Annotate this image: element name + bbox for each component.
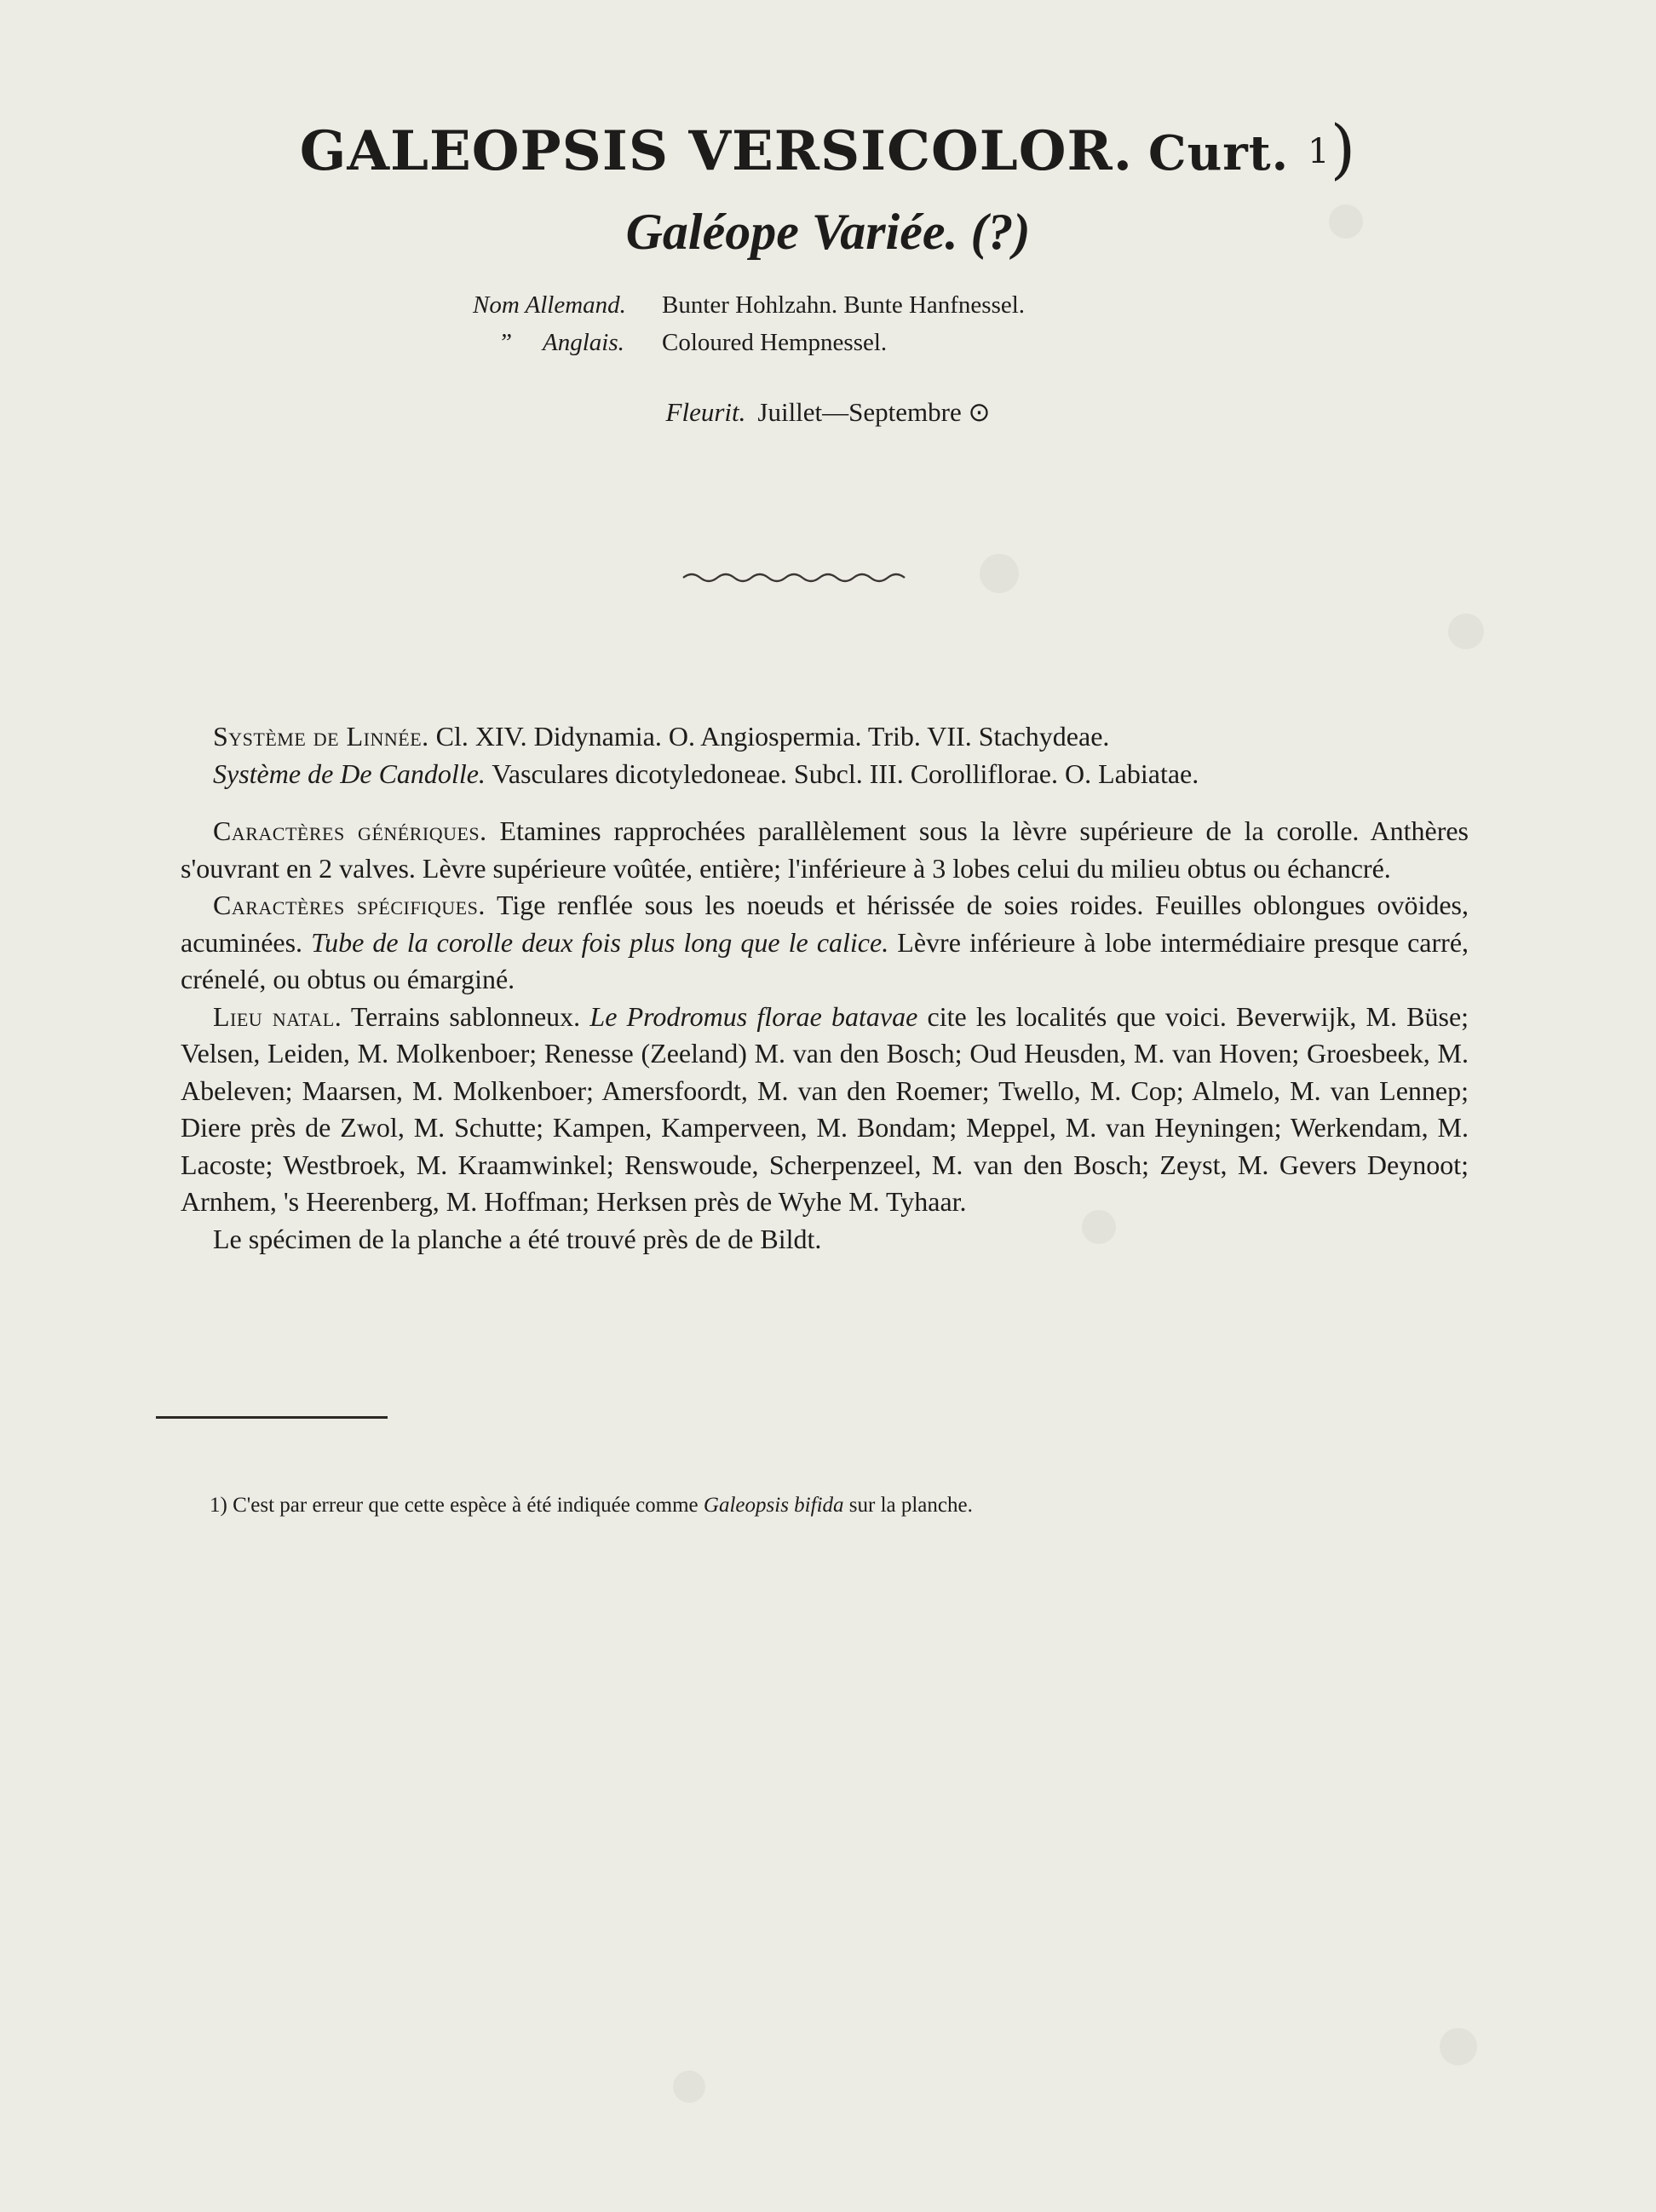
specific-text-b: Lèvre inférieure à lobe intermédiaire presque carré, crénelé, ou obtus ou émarginé. <box>181 926 1469 994</box>
german-label: Nom Allemand. <box>473 291 626 319</box>
linnaeus-system <box>181 718 1469 756</box>
french-name: Galéope Variée. (?) <box>625 204 1031 260</box>
generic-text: Etamines rapprochées parallèlement sous la lèvre supérieure de la corolle. Anthères s'ouvrant en 2 valves. Lèvre supérieure voûtée, entière; l'inférieure à 3 lobes celui du milieu obtus ou échancré. <box>181 815 1469 884</box>
paper-stain <box>1448 613 1484 649</box>
linnaeus-value: Cl. XIV. Didynamia. O. Angiospermia. Trib. VII. Stachydeae. <box>435 721 1110 752</box>
english-value: Coloured Hempnessel. <box>662 329 888 356</box>
flowering-label: Fleurit. <box>665 397 746 427</box>
vernacular-names <box>473 286 1025 361</box>
footnote <box>210 1494 973 1518</box>
specific-characters <box>181 887 1469 999</box>
flowering-line <box>0 397 1656 428</box>
habitat-label: Lieu natal. <box>213 1000 342 1032</box>
species-name: GALEOPSIS VERSICOLOR. <box>299 119 1134 183</box>
candolle-label: Système de De Candolle. <box>213 757 486 789</box>
footnote-text-b: sur la planche. <box>848 1494 973 1517</box>
paper-stain <box>980 554 1019 593</box>
paper-stain <box>1440 2028 1477 2065</box>
ditto-mark: ” <box>498 329 513 356</box>
footnote-text-a: 1) C'est par erreur que cette espèce à été indiquée comme <box>210 1494 699 1517</box>
footnote-divider <box>156 1416 388 1419</box>
habitat-text-a: Terrains sablonneux. <box>350 1000 581 1032</box>
german-value: Bunter Hohlzahn. Bunte Hanfnessel. <box>662 291 1026 319</box>
generic-label: Caractères génériques. <box>213 815 487 846</box>
specific-text-italic: Tube de la corolle deux fois plus long que le calice. <box>311 926 889 958</box>
habitat-text-italic: Le Prodromus florae batavae <box>589 1000 918 1032</box>
english-name-row <box>473 324 1025 361</box>
specific-label: Caractères spécifiques. <box>213 890 486 920</box>
specimen-note: Le spécimen de la planche a été trouvé près de de Bildt. <box>213 1223 822 1254</box>
linnaeus-label: Système de Linnée. <box>213 721 429 752</box>
page-title <box>0 111 1656 187</box>
candolle-system <box>181 756 1469 793</box>
habitat-text-b: cite les localités que voici. Beverwijk, M. Büse; Velsen, Leiden, M. Molkenboer; Renesse (Zeeland) M. van den Bosch; Oud Heusden, M. van Hoven; Groesbeek, M. Abeleven; Maarsen, M. Molkenboer; Amersfoordt, M. van den Roemer; Twello, M. Cop; Almelo, M. van Lennep; Diere près de Zwol, M. Schutte; Kampen, Kamperveen, M. Bondam; Meppel, M. van Heyningen; Werkendam, M. Lacoste; Westbroek, M. Kraamwinkel; Renswoude, Scherpenzeel, M. van den Bosch; Zeyst, M. Gevers Deynoot; Arnhem, 's Heerenberg, M. Hoffman; Herksen près de Wyhe M. Tyhaar. <box>181 1000 1469 1217</box>
wavy-ornament <box>681 567 920 586</box>
specific-text-a: Tige renflée sous les noeuds et hérissée de soies roides. Feuilles oblongues ovöides, acuminées. <box>181 890 1469 958</box>
generic-characters <box>181 813 1469 887</box>
footnote-text-italic: Galeopsis bifida <box>703 1494 844 1517</box>
german-name-row <box>473 286 1025 324</box>
habitat <box>181 999 1469 1221</box>
english-label: Anglais. <box>543 329 624 356</box>
species-author: Curt. <box>1148 125 1290 181</box>
paper-stain <box>673 2071 705 2103</box>
candolle-value: Vasculares dicotyledoneae. Subcl. III. Corolliflorae. O. Labiatae. <box>492 757 1199 789</box>
footnote-marker-paren: ) <box>1330 111 1357 187</box>
footnote-marker: 1 <box>1308 132 1331 171</box>
flowering-value: Juillet—Septembre ⊙ <box>757 397 991 427</box>
description-body <box>181 718 1469 1258</box>
